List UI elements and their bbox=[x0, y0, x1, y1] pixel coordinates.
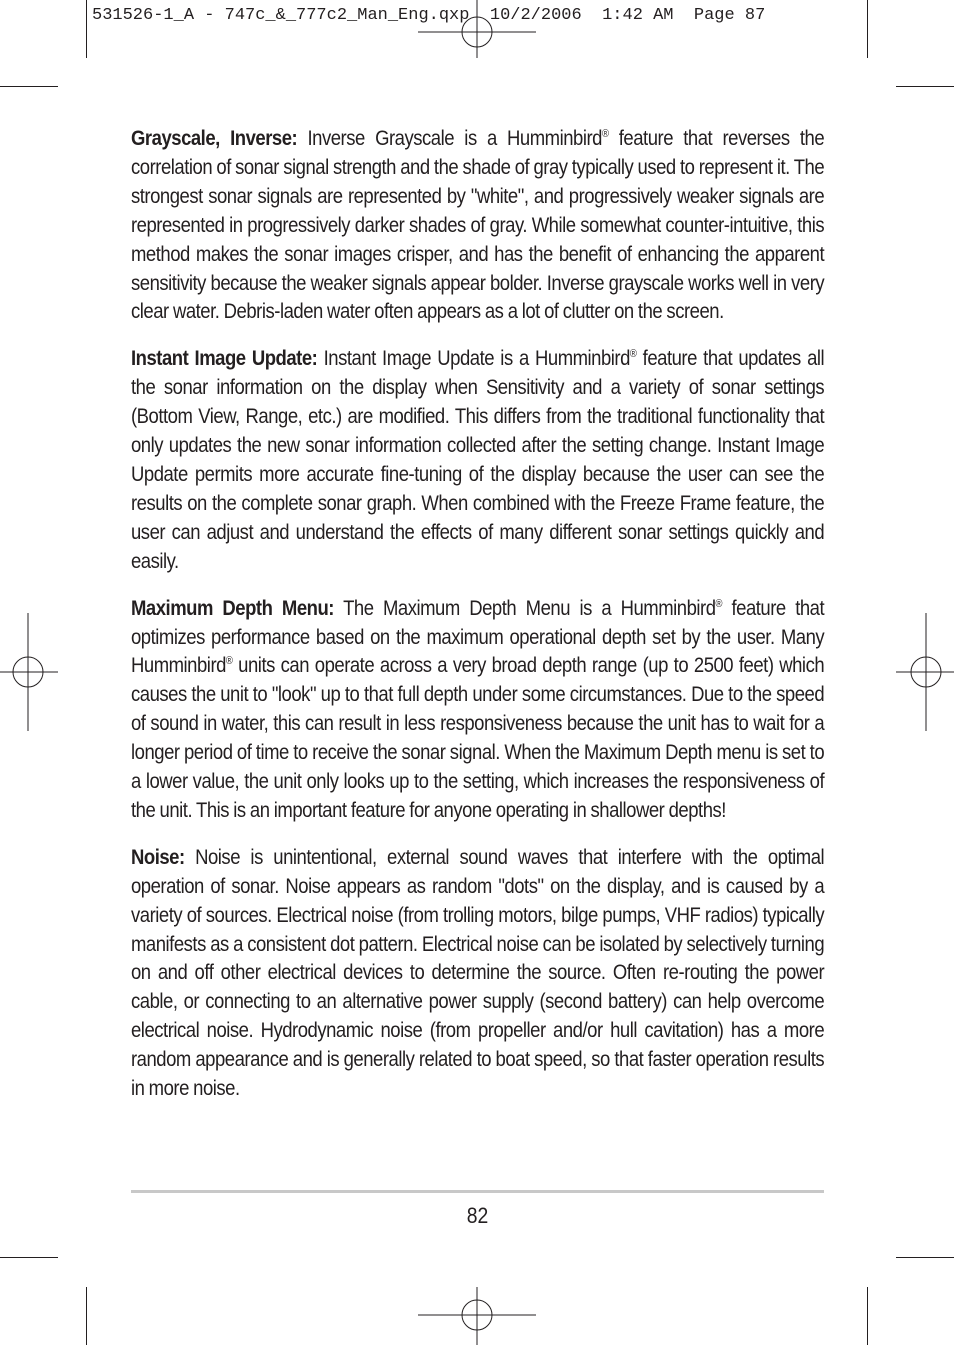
registration-mark-top bbox=[418, 0, 536, 62]
crop-mark-top-left bbox=[86, 0, 87, 58]
entry-text: units can operate across a very broad depth range (up to 2500 feet) which causes the unit to "look" up to that full depth under some circumstances. Due to the speed of sound in water, this can result in less responsiveness because the unit has to wait for a longer period of time to receive the sonar signal. When the Maximum Depth menu is set to a lower value, the unit only looks up to the setting, which increases the responsiveness of the unit. This is an important feature for anyone operating in shallower depths! bbox=[131, 653, 825, 822]
registered-trademark: ® bbox=[225, 655, 233, 668]
registered-trademark: ® bbox=[715, 597, 723, 610]
crop-mark-bottom-right bbox=[867, 1287, 868, 1345]
glossary-entry-instant-image-update bbox=[131, 344, 824, 575]
entry-text: Noise is unintentional, external sound waves that interfere with the optimal operation of sonar. Noise appears as random "dots" on the display, and is caused by a variety of sources. Electrical noise (from trolling motors, bilge pumps, VHF radios) typically manifests as a consistent dot pattern. Electrical noise can be isolated by selectively turning on and off other electrical devices to determine the source. Often re-routing the power cable, or connecting to an alternative power supply (second battery) can help overcome electrical noise. Hydrodynamic noise (from propeller and/or hull cavitation) has a more random appearance and is generally related to boat speed, so that faster operation results in more noise. bbox=[131, 844, 825, 1101]
entry-text: feature that updates all the sonar information on the display when Sensitivity and a variety of sonar settings (Bottom View, Range, etc.) are modified. This differs from the traditional functionality that only updates the new sonar information collected after the setting change. Instant Image Update permits more accurate fine-tuning of the display because the user can see the results on the complete sonar graph. When combined with the Freeze Frame feature, the user can adjust and understand the effects of many different sonar settings quickly and easily. bbox=[131, 346, 825, 573]
entry-text: Instant Image Update is a Humminbird bbox=[317, 346, 630, 371]
entry-text: Inverse Grayscale is a Humminbird bbox=[297, 126, 602, 150]
entry-term: Grayscale, Inverse: bbox=[131, 126, 298, 150]
crop-mark-bottom-right-h bbox=[896, 1257, 954, 1258]
crop-mark-bottom-left-h bbox=[0, 1257, 58, 1258]
page-number: 82 bbox=[466, 1203, 489, 1228]
entry-term: Instant Image Update: bbox=[131, 346, 318, 371]
entry-text: feature that reverses the correlation of sonar signal strength and the shade of gray typically used to represent it. The strongest sonar signals are represented by "white", and progressively weaker signals are represented in progressively darker shades of gray. While somewhat counter-intuitive, this method makes the sonar images crisper, and has the benefit of enhancing the apparent sensitivity because the weaker signals appear bolder. Inverse grayscale works well in very clear water. Debris-laden water often appears as a lot of clutter on the screen. bbox=[131, 126, 825, 324]
crop-mark-bottom-left bbox=[86, 1287, 87, 1345]
entry-term: Noise: bbox=[131, 844, 185, 869]
registration-mark-bottom bbox=[418, 1283, 536, 1345]
registration-mark-left bbox=[0, 613, 62, 731]
entry-text: feature that optimizes performance based on the maximum operational depth set by the user. Many Humminbird bbox=[131, 595, 825, 678]
entry-term: Maximum Depth Menu: bbox=[131, 595, 334, 620]
entry-text: The Maximum Depth Menu is a Humminbird bbox=[333, 595, 716, 620]
glossary-entry-noise bbox=[131, 843, 824, 1103]
crop-mark-top-right bbox=[867, 0, 868, 58]
registered-trademark: ® bbox=[601, 128, 609, 140]
registration-mark-right bbox=[892, 613, 954, 731]
glossary-entry-grayscale-inverse bbox=[131, 124, 824, 326]
footer-rule bbox=[131, 1190, 824, 1193]
registered-trademark: ® bbox=[629, 348, 637, 361]
glossary-content bbox=[131, 124, 824, 1121]
printer-slug: 531526-1_A - 747c_&_777c2_Man_Eng.qxp 10/2/2006 1:42 AM Page 87 bbox=[92, 6, 766, 25]
crop-mark-top-right-h bbox=[896, 86, 954, 87]
glossary-entry-maximum-depth-menu bbox=[131, 594, 824, 825]
crop-mark-top-left-h bbox=[0, 86, 58, 87]
